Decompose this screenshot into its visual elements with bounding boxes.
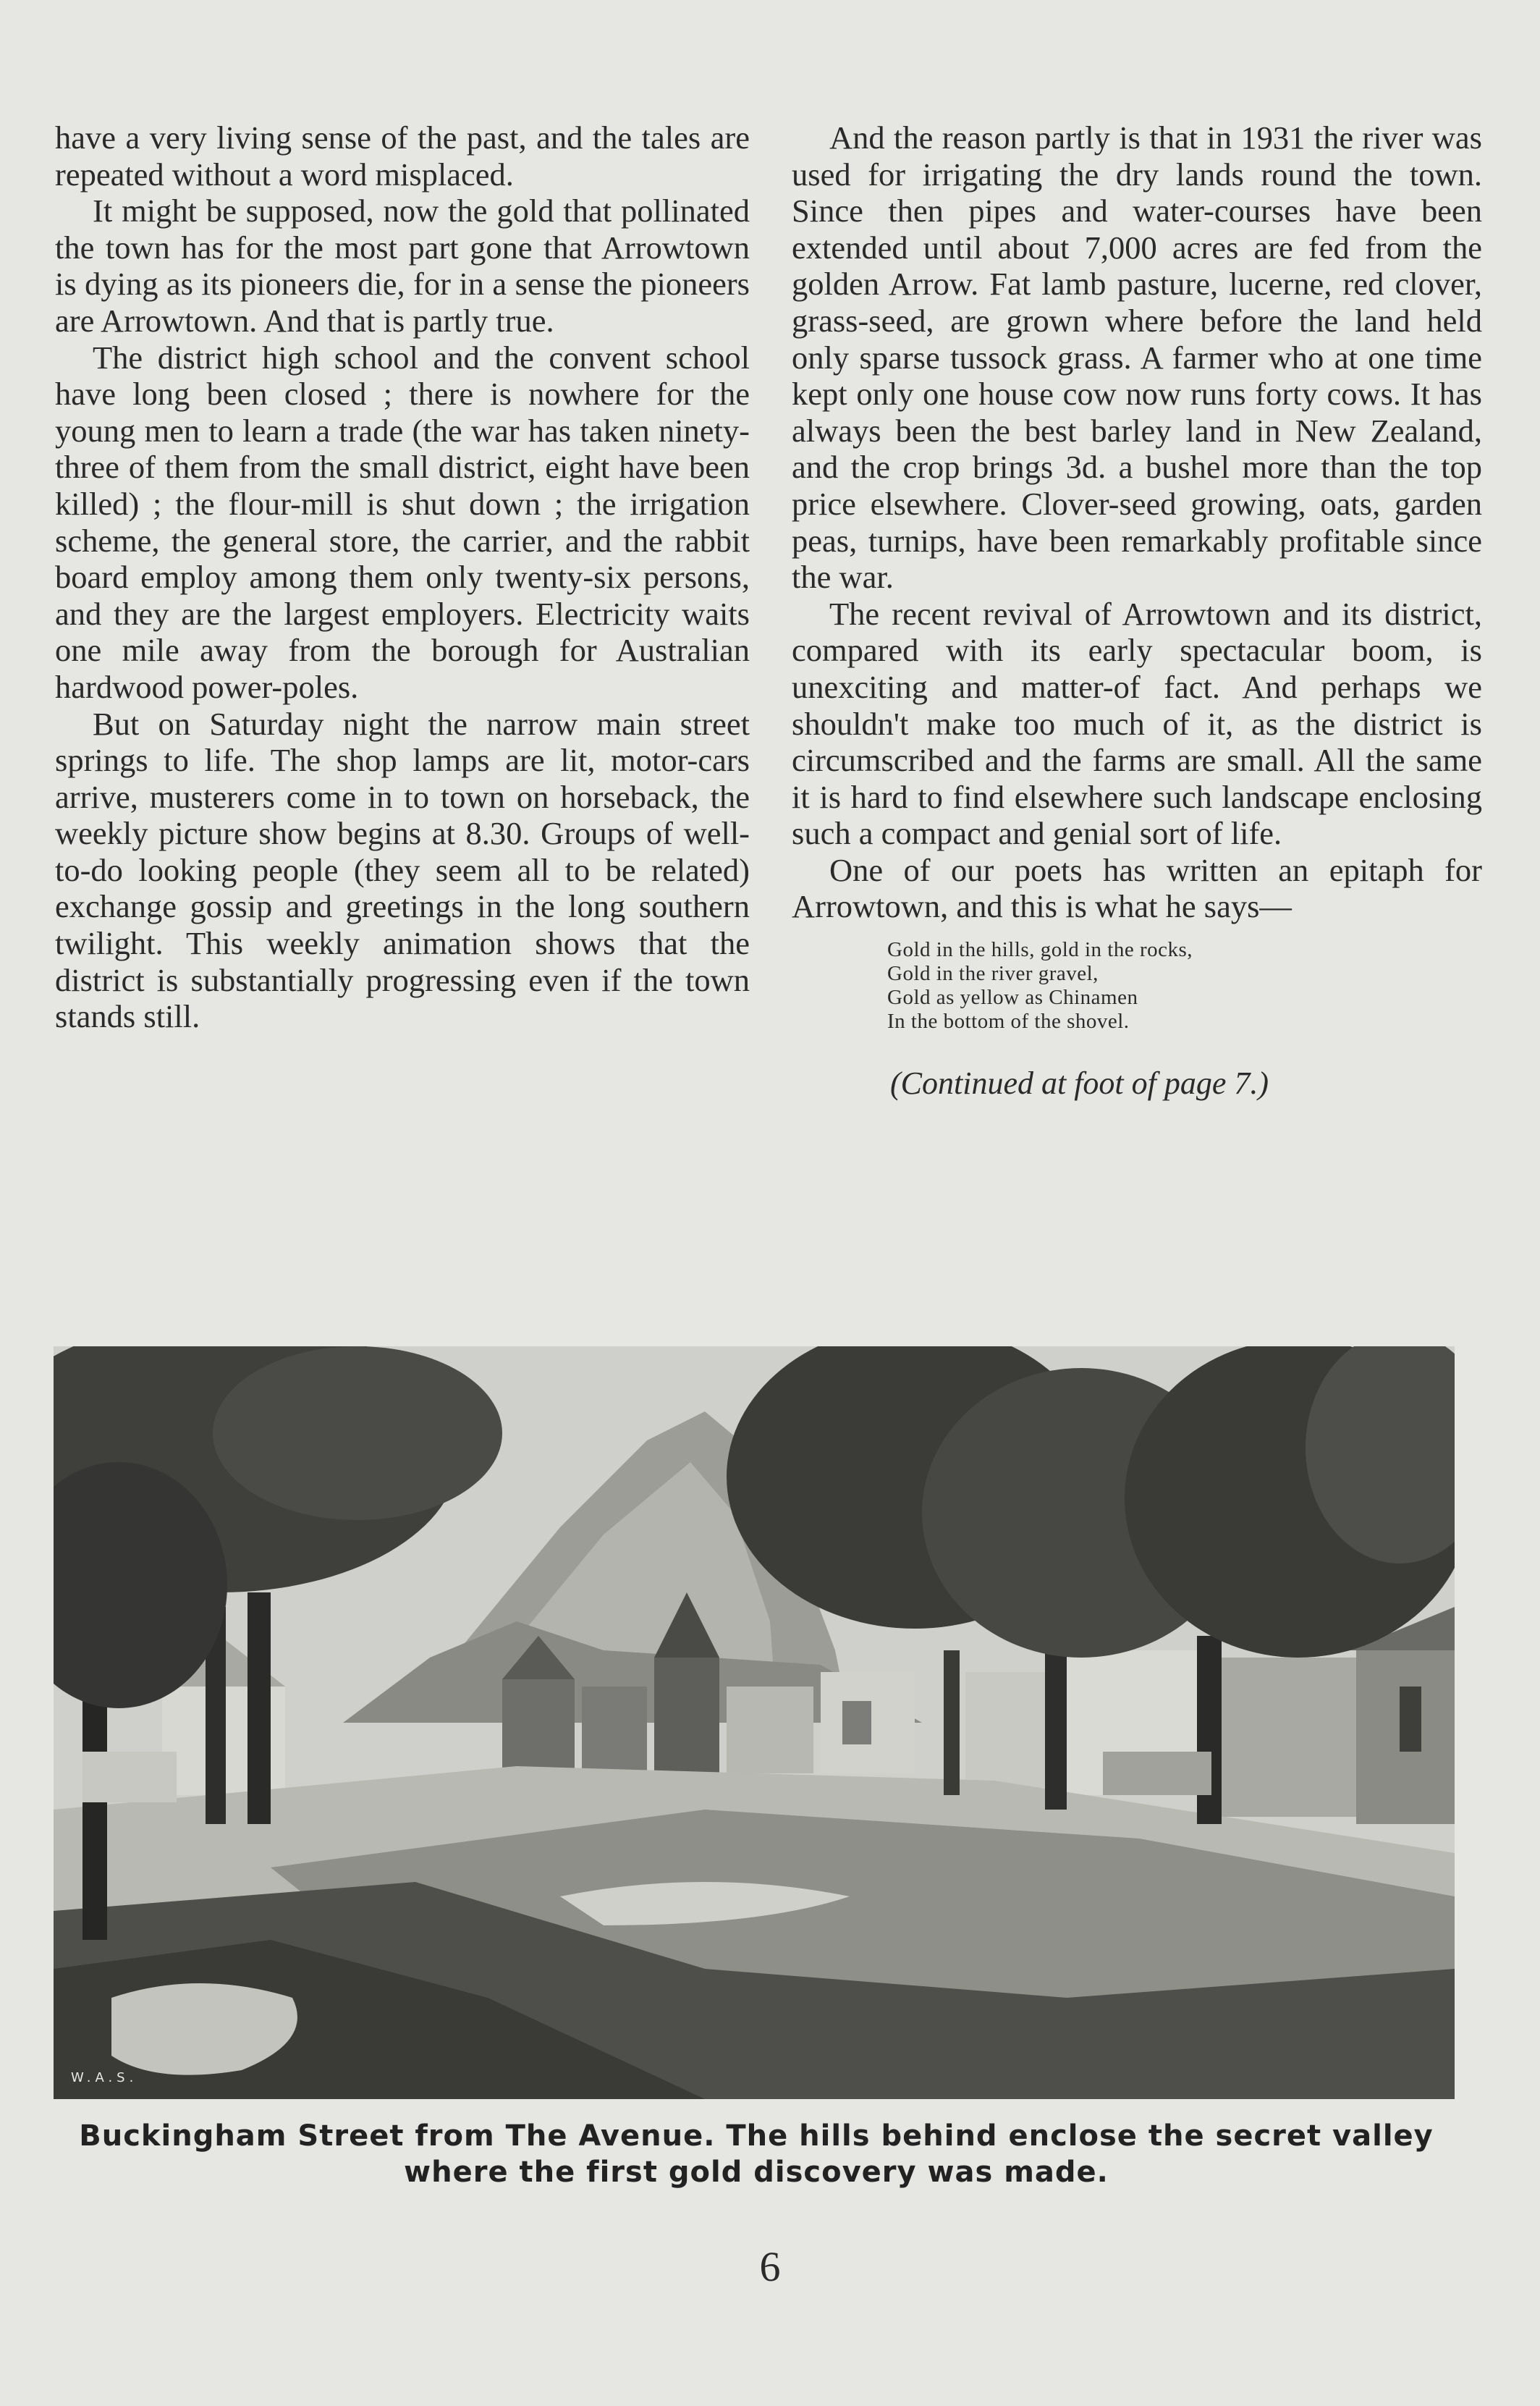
figure-caption: [43, 2118, 1469, 2190]
poem-line: In the bottom of the shovel.: [887, 1010, 1130, 1034]
left-paragraph-4: But on Saturday night the narrow main street springs to life. The shop lamps are lit, motor-cars arrive, musterers come in to town on horseback, the weekly picture show begins at 8.30. Groups of well-to-do looking people (they seem all to be related) exchange gossip and greetings in the long southern twilight. This weekly animation shows that the district is substantially progressing even if the town stands still.: [55, 705, 750, 1035]
poem-line: Gold as yellow as Chinamen: [887, 986, 1138, 1010]
caption-line-1: Buckingham Street from The Avenue. The hills behind enclose the secret valley: [79, 2119, 1434, 2153]
left-paragraph-3: The district high school and the convent school have long been closed ; there is nowhere for the young men to learn a trade (the war has taken ninety-three of them from the small district, eight have been killed) ; the flour-mill is shut down ; the irrigation scheme, the general store, the carrier, and the rabbit board employ among them only twenty-six persons, and they are the largest employers. Electricity waits one mile away from the borough for Australian hardwood power-poles.: [55, 339, 750, 705]
left-paragraph-1: have a very living sense of the past, and the tales are repeated without a word misplaced.: [55, 119, 750, 193]
continued-note: (Continued at foot of page 7.): [890, 1065, 1269, 1102]
poem-line: Gold in the hills, gold in the rocks,: [887, 938, 1193, 962]
right-paragraph-2: The recent revival of Arrowtown and its district, compared with its early spectacular boom, is unexciting and matter-of fact. And perhaps we shouldn't make too much of it, as the district is circumscribed and the farms are small. All the same it is hard to find elsewhere such landscape enclosing such a compact and genial sort of life.: [792, 595, 1482, 852]
page-number: 6: [759, 2243, 781, 2290]
right-text-column: [792, 119, 1482, 1102]
epitaph-poem: [887, 938, 1482, 1034]
right-paragraph-1: And the reason partly is that in 1931 the river was used for irrigating the dry lands round the town. Since then pipes and water-courses have been extended until about 7,000 acres are fed from the golden Arrow. Fat lamb pasture, lucerne, red clover, grass-seed, are grown where before the land held only sparse tussock grass. A farmer who at one time kept only one house cow now runs forty cows. It has always been the best barley land in New Zealand, and the crop brings 3d. a bushel more than the top price elsewhere. Clover-seed growing, oats, garden peas, turnips, have been remarkably profitable since the war.: [792, 119, 1482, 596]
caption-line-2: where the first gold discovery was made.: [404, 2156, 1109, 2189]
left-paragraph-2: It might be supposed, now the gold that pollinated the town has for the most part gone that Arrowtown is dying as its pioneers die, for in a sense the pioneers are Arrowtown. And that is partly true.: [55, 193, 750, 339]
poem-line: Gold in the river gravel,: [887, 962, 1099, 986]
right-paragraph-3: One of our poets has written an epitaph for Arrowtown, and this is what he says—: [792, 851, 1482, 925]
artist-signature: W.A.S.: [71, 2070, 138, 2085]
street-illustration: [54, 1346, 1455, 2099]
left-text-column: [55, 119, 750, 1035]
